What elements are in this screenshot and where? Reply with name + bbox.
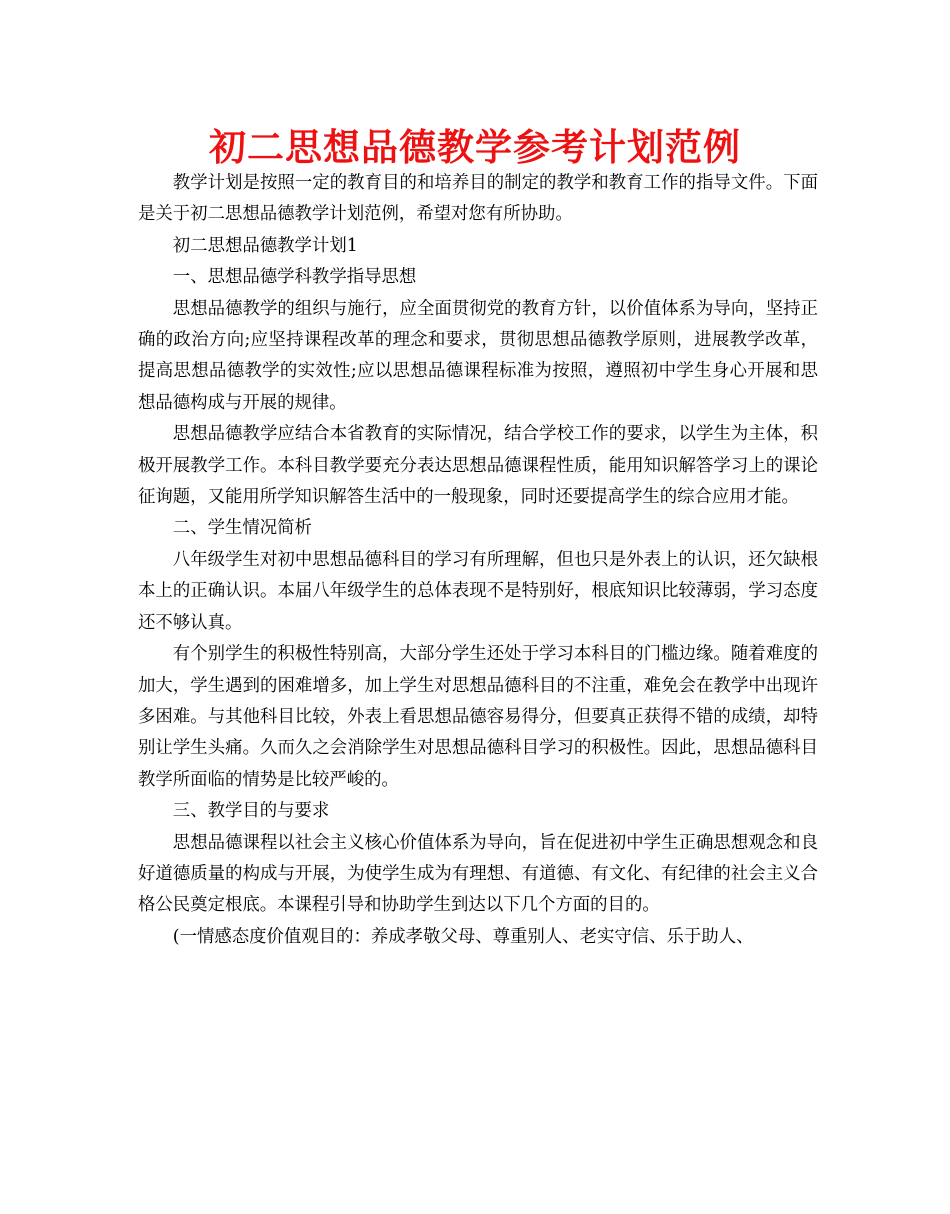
section-heading-student-analysis: 二、学生情况简析 (172, 518, 312, 539)
paragraph-plan-heading: 初二思想品德教学计划1 (172, 235, 358, 256)
paragraph-teaching-goals-2: (一情感态度价值观目的：养成孝敬父母、尊重别人、老实守信、乐于助人、 (172, 926, 754, 947)
section-heading-guiding-thought: 一、思想品德学科教学指导思想 (172, 267, 417, 288)
document-body (138, 168, 818, 953)
paragraph-teaching-goals-1: 思想品德课程以社会主义核心价值体系为导向，旨在促进初中学生正确思想观念和良好道德质量的构成与开展，为使学生成为有理想、有道德、有文化、有纪律的社会主义合格公民奠定根底。本课程引导和协助学生到达以下几个方面的目的。 (138, 832, 818, 916)
paragraph-guiding-thought-2: 思想品德教学应结合本省教育的实际情况，结合学校工作的要求，以学生为主体，积极开展教学工作。本科目教学要充分表达思想品德课程性质，能用知识解答学习上的课论征询题，又能用所学知识解答生活中的一般现象，同时还要提高学生的综合应用才能。 (138, 424, 818, 508)
paragraph-student-analysis-2: 有个别学生的积极性特别高，大部分学生还处于学习本科目的门槛边缘。随着难度的加大，学生遇到的困难增多，加上学生对思想品德科目的不注重，难免会在教学中出现许多困难。与其他科目比较，外表上看思想品德容易得分，但要真正获得不错的成绩，却特别让学生头痛。久而久之会消除学生对思想品德科目学习的积极性。因此，思想品德科目教学所面临的情势是比较严峻的。 (138, 644, 818, 790)
paragraph-student-analysis-1: 八年级学生对初中思想品德科目的学习有所理解，但也只是外表上的认识，还欠缺根本上的正确认识。本届八年级学生的总体表现不是特别好，根底知识比较薄弱，学习态度还不够认真。 (138, 549, 818, 633)
paragraph-intro: 教学计划是按照一定的教育目的和培养目的制定的教学和教育工作的指导文件。下面是关于初二思想品德教学计划范例，希望对您有所协助。 (138, 173, 818, 225)
paragraph-guiding-thought-1: 思想品德教学的组织与施行，应全面贯彻党的教育方针，以价值体系为导向，坚持正确的政治方向;应坚持课程改革的理念和要求，贯彻思想品德教学原则，进展教学改革，提高思想品德教学的实效性;应以思想品德课程标准为按照，遵照初中学生身心开展和思想品德构成与开展的规律。 (138, 298, 818, 413)
section-heading-teaching-goals: 三、教学目的与要求 (172, 801, 330, 822)
document-title: 初二思想品德教学参考计划范例 (209, 126, 741, 169)
